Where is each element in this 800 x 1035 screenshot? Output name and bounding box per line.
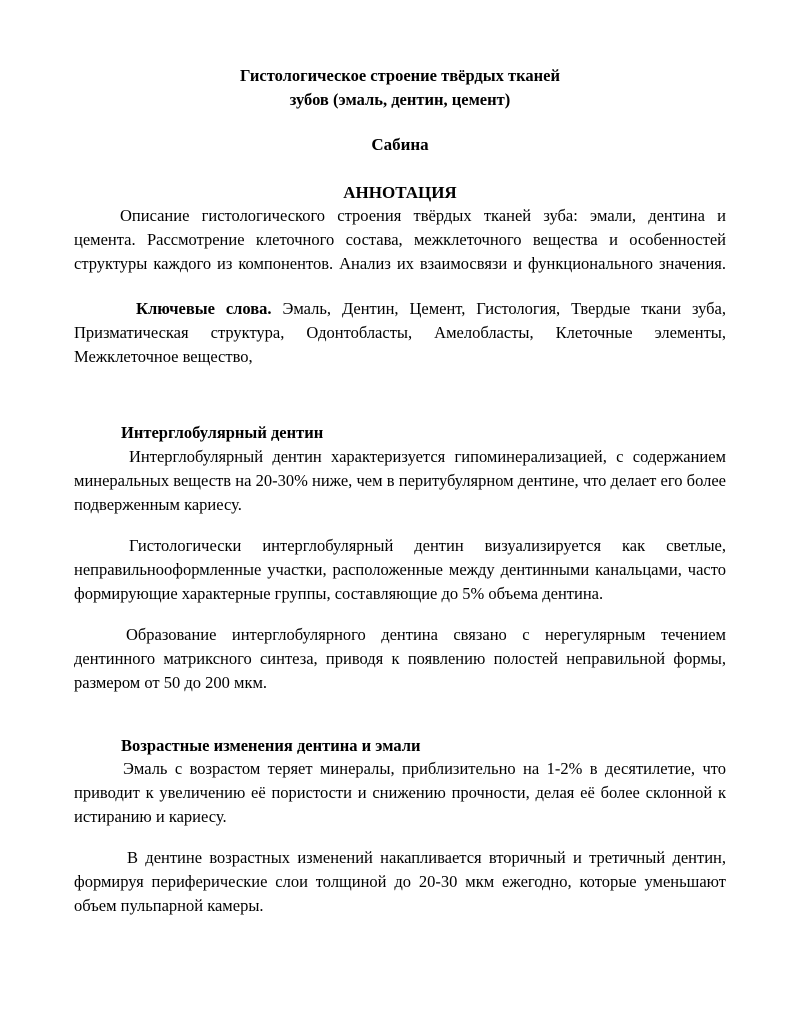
title-line-2: зубов (эмаль, дентин, цемент) [289, 90, 511, 109]
annotation-heading: АННОТАЦИЯ [343, 183, 457, 202]
section-2-paragraph-1: Эмаль с возрастом теряет минералы, приблизительно на 1-2% в десятилетие, что приводит к увеличению её пористости и снижению прочности, делая её более склонной к истиранию и кариесу. [74, 759, 726, 826]
section-1-paragraph-3: Образование интерглобулярного дентина связано с нерегулярным течением дентинного матриксного синтеза, приводя к появлению полостей неправильной формы, размером от 50 до 200 мкм. [74, 625, 726, 692]
section-2-paragraph-2: В дентине возрастных изменений накапливается вторичный и третичный дентин, формируя периферические слои толщиной до 20-30 мкм ежегодно, которые уменьшают объем пульпарной камеры. [74, 848, 726, 915]
section-heading-interglobular-dentin: Интерглобулярный дентин [121, 423, 324, 442]
keywords-text: Эмаль, Дентин, Цемент, Гистология, Твердые ткани зуба, Призматическая структура, Одонтобласты, Амелобласты, Клеточные элементы, Межклеточное вещество, [74, 299, 726, 366]
author-name: Сабина [371, 135, 429, 154]
keywords-label: Ключевые слова. [136, 299, 272, 318]
document-page [74, 0, 726, 918]
section-heading-age-changes: Возрастные изменения дентина и эмали [121, 736, 421, 755]
document-title [74, 64, 726, 112]
keywords-paragraph [74, 297, 726, 369]
annotation-text: Описание гистологического строения твёрдых тканей зуба: эмали, дентина и цемента. Рассмотрение клеточного состава, межклеточного вещества и особенностей структуры каждого из компонентов. Анализ их взаимосвязи и функционального значения. [74, 206, 726, 273]
section-1-paragraph-2: Гистологически интерглобулярный дентин визуализируется как светлые, неправильнооформленные участки, расположенные между дентинными канальцами, часто формирующие характерные группы, составляющие до 5% объема дентина. [74, 536, 726, 603]
title-line-1: Гистологическое строение твёрдых тканей [240, 66, 560, 85]
section-1-paragraph-1: Интерглобулярный дентин характеризуется гипоминерализацией, с содержанием минеральных веществ на 20-30% ниже, чем в перитубулярном дентине, что делает его более подверженным кариесу. [74, 447, 726, 514]
